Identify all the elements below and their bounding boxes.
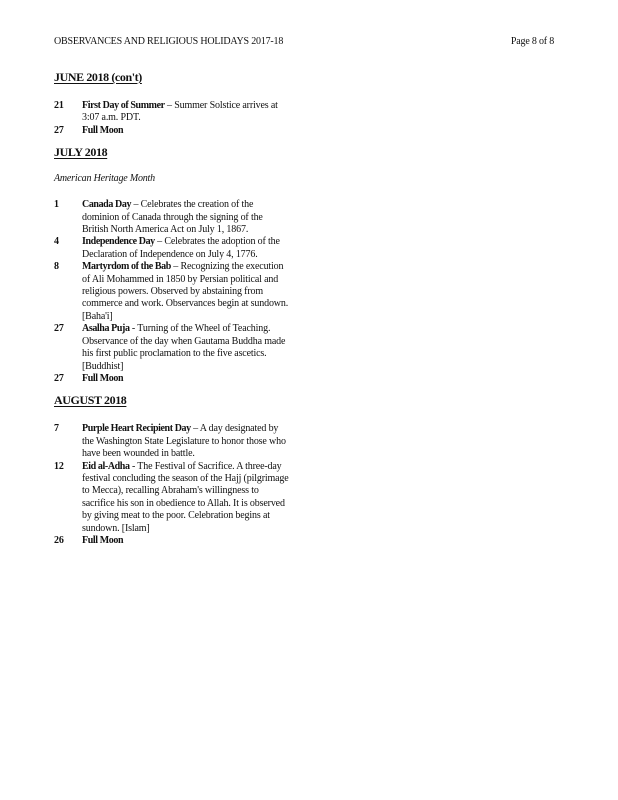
entry-description: – Celebrates the adoption of the Declaration of Independence on July 4, 1776. <box>82 236 280 260</box>
entry-name: Asalha Puja <box>82 323 130 335</box>
entry-name: Full Moon <box>82 534 124 546</box>
entry-name: Full Moon <box>82 124 124 136</box>
list-item <box>54 125 290 137</box>
entry-day: 1 <box>54 199 59 211</box>
entry-description: – Recognizing the execution of Ali Mohammed in 1850 by Persian political and religious powers. Observed by abstaining from commerce and work. Observances begin at sundown. [Baha'i] <box>82 261 289 322</box>
entry-name: Full Moon <box>82 372 124 384</box>
entry-name: Purple Heart Recipient Day <box>82 423 191 435</box>
entry-day: 21 <box>54 100 64 111</box>
calendar-content <box>54 70 290 547</box>
list-item <box>54 423 290 460</box>
page-number: Page 8 of 8 <box>510 36 554 47</box>
entry-list <box>54 423 290 547</box>
entry-description: - The Festival of Sacrifice. A three-day festival concluding the season of the Hajj (pilgrimage to Mecca), recalling Abraham's willingness to sacrifice his son in obedience to Allah. It is observed by giving meat to the poor. Celebration begins at sundown. [Islam] <box>82 460 289 534</box>
list-item <box>54 199 290 236</box>
entry-list <box>54 199 290 385</box>
entry-day: 7 <box>54 423 59 435</box>
entry-name: Canada Day <box>82 199 132 211</box>
entry-day: 27 <box>54 124 64 136</box>
section-july <box>54 145 290 385</box>
section-august <box>54 393 290 547</box>
section-june <box>54 70 290 137</box>
section-heading: JULY 2018 <box>54 145 108 160</box>
entry-name: Eid al-Adha <box>82 460 130 472</box>
list-item <box>54 261 290 323</box>
entry-description: – Summer Solstice arrives at 3:07 a.m. PDT. <box>82 100 278 124</box>
section-subtitle: American Heritage Month <box>54 173 155 185</box>
entry-description: – Celebrates the creation of the dominion of Canada through the signing of the British North America Act on July 1, 1867. <box>82 199 263 236</box>
entry-description: - Turning of the Wheel of Teaching. Observance of the day when Gautama Buddha made his first public proclamation to the five ascetics. [Buddhist] <box>82 323 286 372</box>
entry-day: 26 <box>54 534 64 546</box>
list-item <box>54 236 290 261</box>
entry-day: 27 <box>54 323 64 335</box>
list-item <box>54 323 290 373</box>
section-heading: JUNE 2018 (con't) <box>54 70 142 84</box>
section-heading: AUGUST 2018 <box>54 393 127 408</box>
entry-description: – A day designated by the Washington State Legislature to honor those who have been wounded in battle. <box>82 423 286 460</box>
entry-day: 4 <box>54 236 59 248</box>
entry-day: 27 <box>54 372 64 384</box>
list-item <box>54 373 290 385</box>
list-item <box>54 100 290 125</box>
entry-list <box>54 100 290 137</box>
list-item <box>54 535 290 547</box>
list-item <box>54 461 290 535</box>
entry-name: Martyrdom of the Bab <box>82 261 171 273</box>
document-title: OBSERVANCES AND RELIGIOUS HOLIDAYS 2017-18 <box>54 36 284 47</box>
entry-name: Independence Day <box>82 236 155 248</box>
entry-name: First Day of Summer <box>82 100 165 111</box>
entry-day: 8 <box>54 261 59 273</box>
entry-day: 12 <box>54 460 64 472</box>
